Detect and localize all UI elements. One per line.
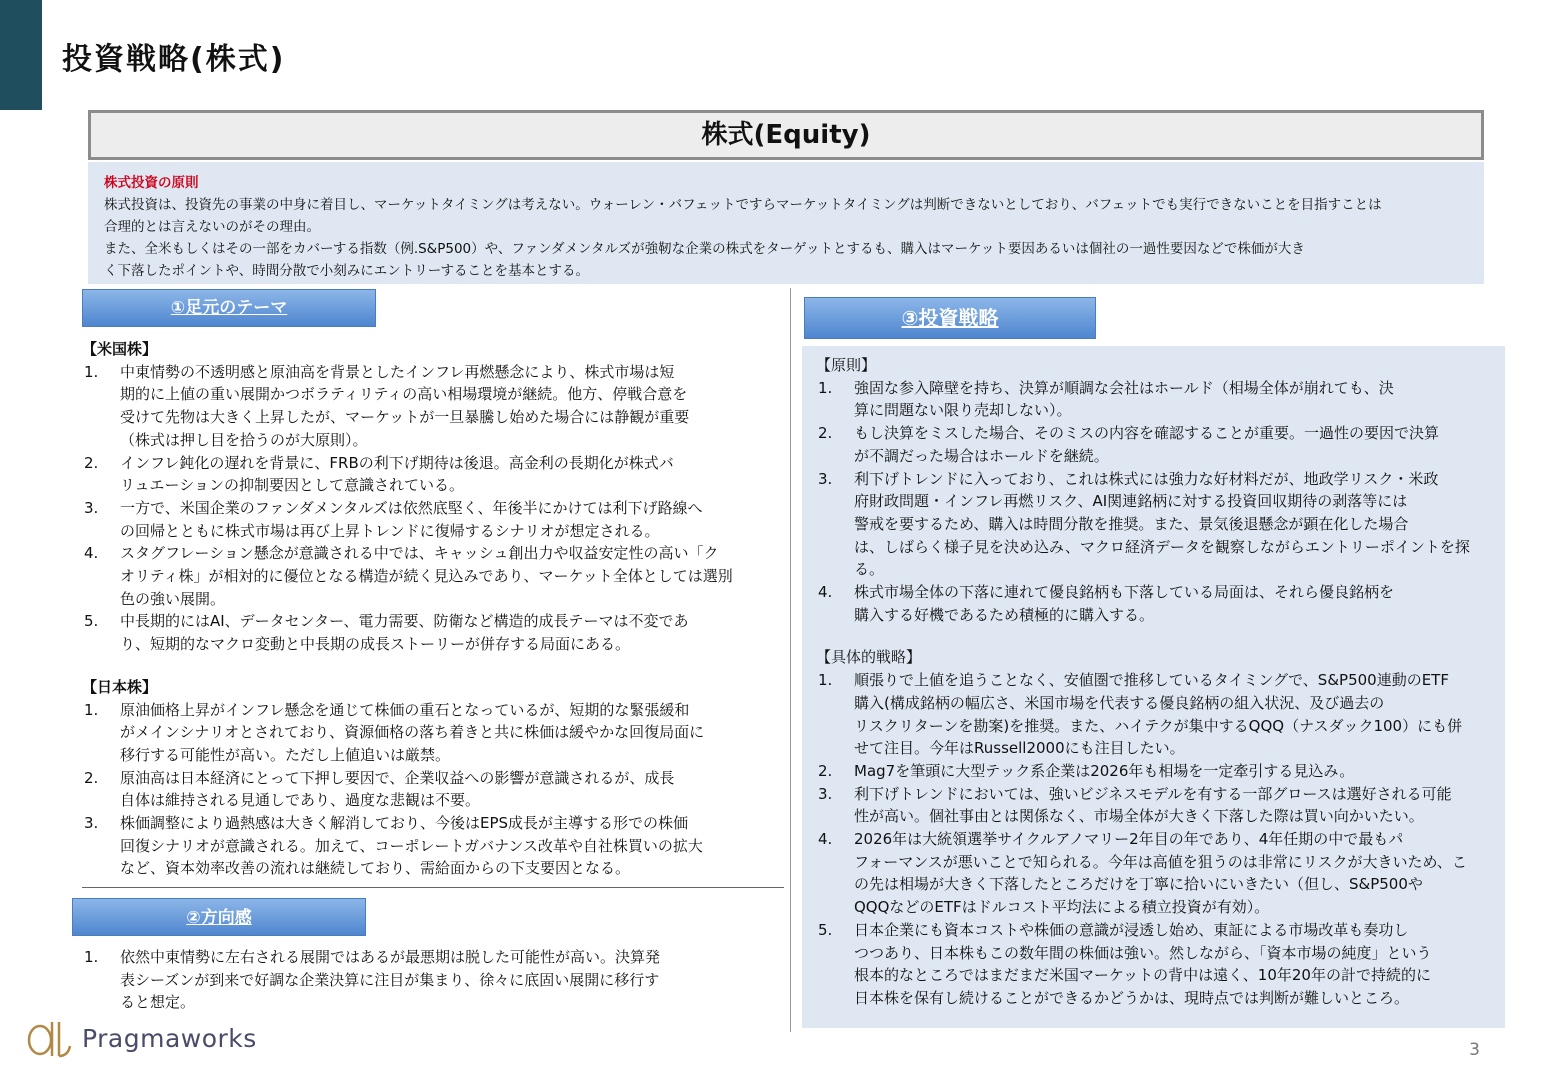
list-item [816, 828, 1491, 919]
list-item-line: り、短期的なマクロ変動と中長期の成長ストーリーが併存する局面にある。 [120, 635, 631, 654]
list-item [82, 812, 772, 880]
list-item-line: 原油高は日本経済にとって下押し要因で、企業収益への影響が意識されるが、成長 [120, 768, 675, 787]
list-item [816, 783, 1491, 828]
list-item-line: 購入(構成銘柄の幅広さ、米国市場を代表する優良銘柄の組入状況、及び過去の [854, 693, 1385, 712]
list-item-number: 3. [818, 784, 833, 803]
list-item-line: 算に問題ない限り売却しない）。 [854, 401, 1072, 420]
section-divider [82, 887, 784, 888]
list-item [816, 581, 1491, 626]
principle-title: 株式投資の原則 [104, 175, 199, 191]
list-item-line: リスクリターンを勘案)を推奨。また、ハイテクが集中するQQQ（ナスダック100）にも併 [854, 716, 1463, 735]
accent-bar [0, 0, 42, 110]
list-item-line: 株価調整により過熱感は大きく解消しており、今後はEPS成長が主導する形での株価 [120, 814, 689, 833]
tab-investment-strategy: ③投資戦略 [804, 297, 1096, 339]
strategy-specific-list [816, 669, 1491, 1010]
jp-stocks-heading: 【日本株】 [82, 677, 158, 696]
list-item-number: 4. [84, 544, 99, 563]
list-item [816, 468, 1491, 582]
list-item-line: インフレ鈍化の遅れを背景に、FRBの利下げ期待は後退。高金利の長期化が株式バ [120, 453, 674, 472]
tab-current-theme: ①足元のテーマ [82, 289, 376, 327]
list-item-number: 1. [84, 362, 99, 381]
list-item-line: など、資本効率改善の流れは継続しており、需給面からの下支要因となる。 [120, 859, 631, 878]
strategy-principle-list [816, 377, 1491, 627]
list-item-number: 4. [818, 830, 833, 849]
principle-box [88, 162, 1484, 284]
list-item-line: 日本株を保有し続けることができるかどうかは、現時点では判断が難しいところ。 [854, 988, 1410, 1007]
list-item [816, 760, 1491, 783]
page-title: 投資戦略(株式) [62, 42, 286, 77]
list-item-line: 日本企業にも資本コストや株価の意識が浸透し始め、東証による市場改革も奏功し [854, 920, 1409, 939]
list-item [82, 497, 772, 542]
list-item-line: Mag7を筆頭に大型テック系企業は2026年も相場を一定牽引する見込み。 [854, 761, 1355, 780]
list-item-line: 2026年は大統領選挙サイクルアノマリー2年目の年であり、4年任期の中で最もパ [854, 830, 1404, 849]
list-item-line: 利下げトレンドに入っており、これは株式には強力な好材料だが、地政学リスク・米政 [854, 469, 1439, 488]
list-item-number: 1. [84, 700, 99, 719]
list-item-number: 4. [818, 583, 833, 602]
list-item-line: 自体は維持される見通しであり、過度な悲観は不要。 [120, 791, 481, 810]
list-item-line: 購入する好機であるため積極的に購入する。 [854, 605, 1155, 624]
list-item-number: 3. [84, 814, 99, 833]
list-item-line: 中東情勢の不透明感と原油高を背景としたインフレ再燃懸念により、株式市場は短 [120, 362, 675, 381]
list-item-line: フォーマンスが悪いことで知られる。今年は高値を狙うのは非常にリスクが大きいため、こ [854, 852, 1467, 871]
logo-text: Pragmaworks [82, 1023, 257, 1053]
list-item-line: 表シーズンが到来で好調な企業決算に注目が集まり、徐々に底固い展開に移行す [120, 970, 660, 989]
list-item-line: QQQなどのETFはドルコスト平均法による積立投資が有効）。 [854, 898, 1270, 917]
list-item [816, 422, 1491, 467]
list-item [82, 610, 772, 655]
list-item-line: る。 [854, 560, 885, 579]
strategy-principle-heading: 【原則】 [816, 356, 877, 374]
list-item-line: オリティ株」が相対的に優位となる構造が続く見込みであり、マーケット全体としては選別 [120, 567, 733, 586]
list-item-number: 2. [84, 768, 99, 787]
list-item-number: 1. [818, 378, 833, 397]
page-number: 3 [1469, 1040, 1480, 1060]
list-item-line: がメインシナリオとされており、資源価格の落ち着きと共に株価は緩やかな回復局面に [120, 723, 705, 742]
list-item-line: せて注目。今年はRussell2000にも注目したい。 [854, 739, 1185, 758]
list-item-line: 依然中東情勢に左右される展開ではあるが最悪期は脱した可能性が高い。決算発 [120, 948, 661, 966]
list-item-line: 原油価格上昇がインフレ懸念を通じて株価の重石となっているが、短期的な緊張緩和 [120, 700, 690, 719]
list-item [82, 767, 772, 812]
current-theme-section [82, 338, 772, 880]
list-item [82, 452, 772, 497]
list-item-line: は、しばらく様子見を決め込み、マクロ経済データを観察しながらエントリーポイントを探 [854, 537, 1470, 556]
list-item-line: 株式市場全体の下落に連れて優良銘柄も下落している局面は、それら優良銘柄を [854, 583, 1395, 602]
strategy-specific-heading: 【具体的戦略】 [816, 648, 922, 667]
list-item-line: リュエーションの抑制要因として意識されている。 [120, 476, 464, 495]
list-item-line: の回帰とともに株式市場は再び上昇トレンドに復帰するシナリオが想定される。 [120, 521, 660, 540]
list-item-line: もし決算をミスした場合、そのミスの内容を確認することが重要。一過性の要因で決算 [854, 424, 1440, 443]
list-item [816, 919, 1491, 1010]
principle-line: また、全米もしくはその一部をカバーする指数（例.S&P500）や、ファンダメンタルズが強靭な企業の株式をターゲットとするも、購入はマーケット要因あるいは個社の一過性要因などで株価が大き [104, 241, 1305, 257]
list-item-number: 5. [84, 612, 99, 631]
list-item-line: の先は相場が大きく下落したところだけを丁寧に拾いにいきたい（但し、S&P500や [854, 875, 1423, 894]
list-item-line: 一方で、米国企業のファンダメンタルズは依然底堅く、年後半にかけては利下げ路線へ [120, 498, 703, 517]
list-item-number: 2. [818, 761, 833, 780]
list-item-number: 2. [84, 453, 99, 472]
list-item-line: 性が高い。個社事由とは関係なく、市場全体が大きく下落した際は買い向かいたい。 [854, 807, 1424, 826]
list-item [816, 377, 1491, 422]
list-item-number: 5. [818, 920, 833, 939]
list-item-number: 3. [84, 498, 99, 517]
list-item [816, 669, 1491, 760]
list-item-line: 中長期的にはAI、データセンター、電力需要、防衛など構造的成長テーマは不変であ [120, 612, 689, 631]
list-item-number: 1. [818, 671, 833, 690]
list-item-number: 2. [818, 424, 833, 443]
direction-list [82, 946, 762, 1014]
list-item [82, 946, 762, 1014]
list-item [82, 542, 772, 610]
investment-strategy-panel [802, 346, 1505, 1028]
list-item-line: 府財政問題・インフレ再燃リスク、AI関連銘柄に対する投資回収期待の剥落等には [854, 492, 1408, 511]
list-item-number: 3. [818, 469, 833, 488]
list-item-line: 移行する可能性が高い。ただし上値追いは厳禁。 [120, 745, 451, 764]
tab-direction: ②方向感 [72, 898, 366, 936]
list-item-line: 強固な参入障壁を持ち、決算が順調な会社はホールド（相場全体が崩れても、決 [854, 378, 1394, 397]
list-item-line: 順張りで上値を追うことなく、安値圏で推移しているタイミングで、S&P500連動のETF [854, 671, 1449, 690]
list-item-line: つつあり、日本株もこの数年間の株価は強い。然しながら、「資本市場の純度」という [854, 943, 1432, 962]
list-item [82, 699, 772, 767]
us-stocks-list [82, 361, 772, 656]
logo-mark-icon [24, 1016, 74, 1060]
us-stocks-heading: 【米国株】 [82, 340, 158, 358]
equity-header: 株式(Equity) [88, 110, 1484, 160]
list-item-line: ると想定。 [120, 993, 196, 1012]
list-item-line: 根本的なところではまだまだ米国マーケットの背中は遠く、10年20年の計で持続的に [854, 966, 1431, 985]
principle-line: 合理的とは言えないのがその理由。 [104, 219, 320, 235]
list-item-line: （株式は押し目を拾うのが大原則）。 [120, 430, 368, 449]
principle-line: 株式投資は、投資先の事業の中身に着目し、マーケットタイミングは考えない。ウォーレン・バフェットですらマーケットタイミングは判断できないとしており、バフェットでも実行できないことを目指すことは [104, 197, 1382, 213]
list-item-line: が不調だった場合はホールドを継続。 [854, 446, 1109, 465]
list-item-number: 1. [84, 948, 99, 966]
list-item-line: 利下げトレンドにおいては、強いビジネスモデルを有する一部グロースは選好される可能 [854, 784, 1452, 803]
company-logo [24, 1016, 257, 1060]
list-item-line: 回復シナリオが意識される。加えて、コーポレートガバナンス改革や自社株買いの拡大 [120, 836, 703, 855]
jp-stocks-list [82, 699, 772, 881]
list-item-line: 色の強い展開。 [120, 589, 226, 608]
list-item [82, 361, 772, 452]
list-item-line: スタグフレーション懸念が意識される中では、キャッシュ創出力や収益安定性の高い「ク [120, 544, 719, 563]
column-divider [790, 288, 791, 1032]
direction-section [82, 946, 762, 1014]
list-item-line: 警戒を要するため、購入は時間分散を推奨。また、景気後退懸念が顕在化した場合 [854, 514, 1409, 533]
list-item-line: 受けて先物は大きく上昇したが、マーケットが一旦暴騰し始めた場合には静観が重要 [120, 408, 690, 427]
principle-line: く下落したポイントや、時間分散で小刻みにエントリーすることを基本とする。 [104, 263, 590, 279]
list-item-line: 期的に上値の重い展開かつボラティリティの高い相場環境が継続。他方、停戦合意を [120, 385, 688, 404]
